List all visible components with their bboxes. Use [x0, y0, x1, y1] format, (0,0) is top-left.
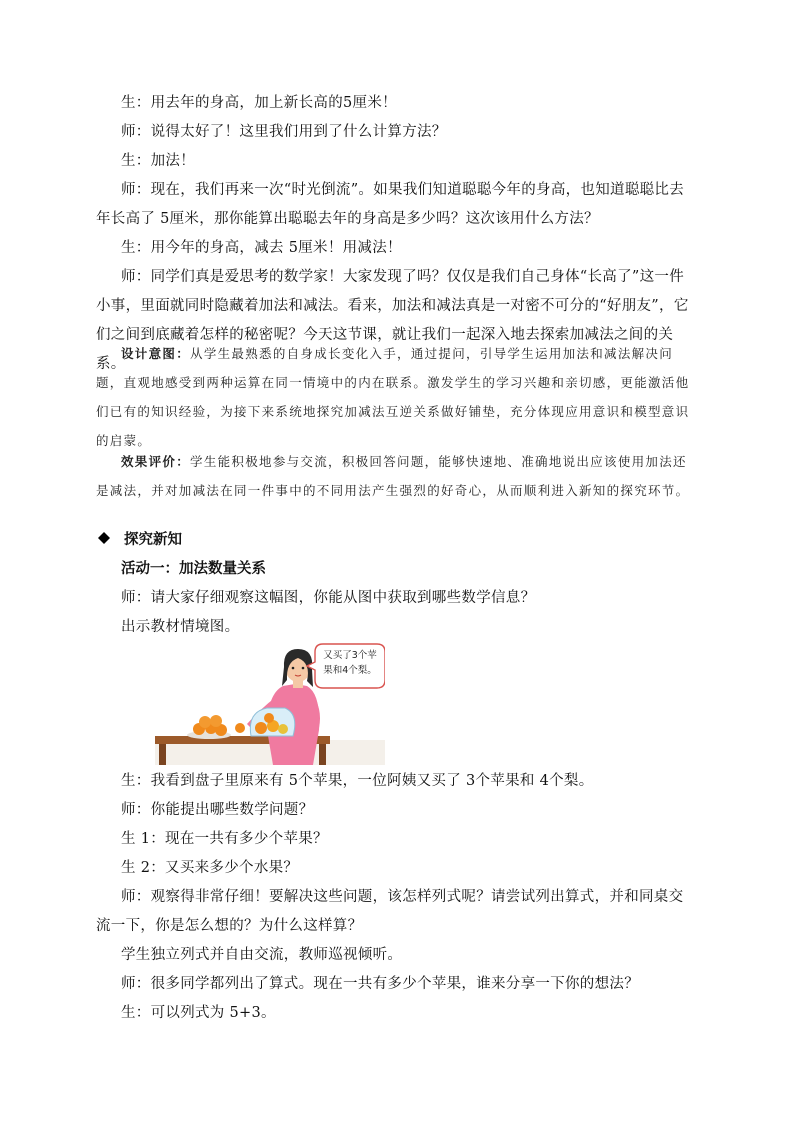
paragraph: 生：加法！: [121, 153, 195, 169]
design-intent-note: [96, 339, 696, 455]
paragraph: 师：同学们真是爱思考的数学家！大家发现了吗？仅仅是我们自己身体“长高了”这一件小事，里面就同时隐藏着加法和减法。看来，加法和减法真是一对密不可分的“好朋友”，它们之间到底藏着怎样的秘密呢？今天这节课，就让我们一起深入地去探索加减法之间的关系。: [96, 269, 689, 372]
paragraph: 师：观察得非常仔细！要解决这些问题，该怎样列式呢？请尝试列出算式，并和同桌交流一下，你是怎么想的？为什么这样算？: [96, 889, 684, 934]
paragraph: 生：用今年的身高，减去 5厘米！用减法！: [121, 240, 402, 256]
paragraph: 学生独立列式并自由交流，教师巡视倾听。: [121, 947, 403, 963]
textbook-scene-illustration: [155, 640, 385, 765]
paragraph: 师：说得太好了！这里我们用到了什么计算方法？: [121, 124, 447, 140]
paragraph: 师：很多同学都列出了算式。现在一共有多少个苹果，谁来分享一下你的想法？: [121, 976, 639, 992]
effect-evaluation-note: [96, 447, 696, 505]
effect-evaluation-label: 效果评价：: [121, 454, 191, 469]
diamond-bullet-icon: [98, 526, 112, 555]
section-heading-text: 探究新知: [124, 532, 182, 548]
paragraph: 生：用去年的身高，加上新长高的5厘米！: [121, 95, 397, 111]
paragraph: 生 2：又买来多少个水果？: [121, 860, 299, 876]
activity-title: 活动一：加法数量关系: [121, 561, 266, 577]
design-intent-text: 从学生最熟悉的自身成长变化入手，通过提问，引导学生运用加法和减法解决问题，直观地感受到两种运算在同一情境中的内在联系。激发学生的学习兴趣和亲切感，更能激活他们已有的知识经验，为接下来系统地探究加减法互逆关系做好铺垫，充分体现应用意识和模型意识的启蒙。: [96, 346, 690, 448]
section-heading: [98, 526, 182, 555]
effect-evaluation-text: 学生能积极地参与交流，积极回答问题，能够快速地、准确地说出应该使用加法还是减法，并对加减法在同一件事中的不同用法产生强烈的好奇心，从而顺利进入新知的探究环节。: [96, 454, 690, 498]
paragraph: 师：现在，我们再来一次“时光倒流”。如果我们知道聪聪今年的身高，也知道聪聪比去年长高了 5厘米，那你能算出聪聪去年的身高是多少吗？这次该用什么方法？: [96, 182, 685, 227]
design-intent-label: 设计意图：: [121, 346, 191, 361]
speech-bubble-text: 又买了3个苹果和4个梨。: [323, 650, 377, 676]
paragraph: 生：可以列式为 5+3。: [121, 1005, 276, 1021]
paragraph: 出示教材情境图。: [121, 619, 240, 635]
paragraph: 师：请大家仔细观察这幅图，你能从图中获取到哪些数学信息？: [121, 590, 536, 606]
paragraph: 师：你能提出哪些数学问题？: [121, 802, 314, 818]
paragraph: 生 1：现在一共有多少个苹果？: [121, 831, 328, 847]
paragraph: 生：我看到盘子里原来有 5个苹果，一位阿姨又买了 3个苹果和 4个梨。: [121, 773, 594, 789]
